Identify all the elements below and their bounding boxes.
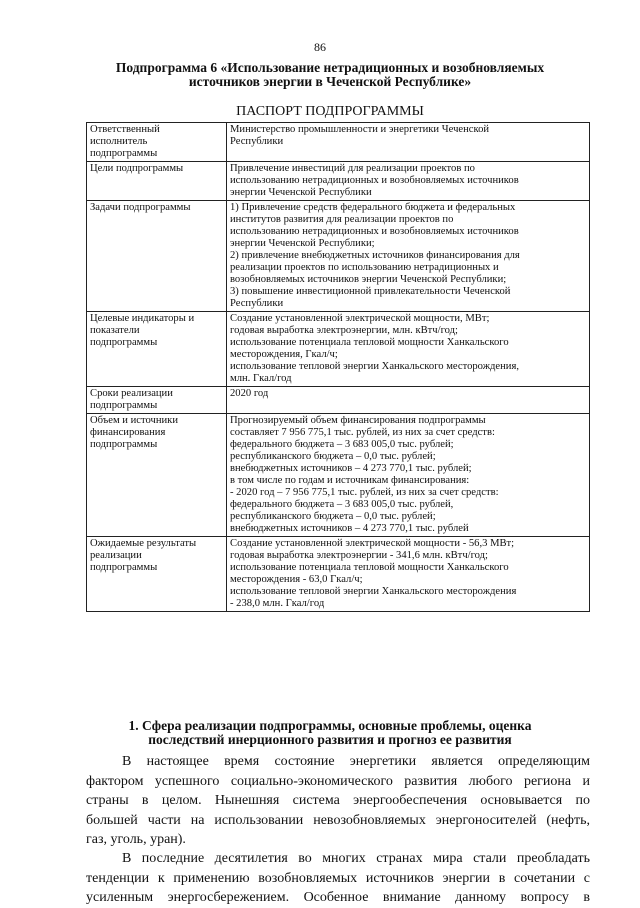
passport-row <box>87 414 590 537</box>
passport-value-line: 2020 год <box>230 388 269 399</box>
passport-value-line: годовая выработка электроэнергии, млн. кВтч/год; <box>230 325 458 336</box>
passport-value-line: внебюджетных источников – 4 273 770,1 тыс. рублей; <box>230 463 472 474</box>
passport-row-value <box>227 312 590 387</box>
passport-value-line: Республики <box>230 298 284 309</box>
passport-title: ПАСПОРТ ПОДПРОГРАММЫ <box>236 104 424 119</box>
passport-value-line: институтов развития для реализации проектов по <box>230 214 454 225</box>
passport-row-value <box>227 537 590 612</box>
passport-row-label <box>87 537 227 612</box>
passport-label-line: Задачи подпрограммы <box>90 202 191 213</box>
passport-label-line: Ответственный <box>90 124 160 135</box>
paragraph-line: В настоящее время состояние энергетики является определяющим <box>122 754 590 769</box>
passport-value-line: Создание установленной электрической мощности, МВт; <box>230 313 490 324</box>
passport-label-line: показатели <box>90 325 140 336</box>
passport-value-line: - 238,0 млн. Гкал/год <box>230 598 325 609</box>
passport-label-line: Объем и источники <box>90 415 178 426</box>
passport-row <box>87 162 590 201</box>
passport-value-line: Создание установленной электрической мощности - 56,3 МВт; <box>230 538 515 549</box>
passport-value-line: в том числе по годам и источникам финансирования: <box>230 475 470 486</box>
passport-label-line: Целевые индикаторы и <box>90 313 195 324</box>
passport-value-line: возобновляемых источников энергии Чеченской Республики; <box>230 274 507 285</box>
passport-row-label <box>87 201 227 312</box>
subprogram-title-line: источников энергии в Чеченской Республике» <box>188 74 472 89</box>
passport-row-label <box>87 414 227 537</box>
paragraph-line: большей части на использовании невозобновляемых энергоносителей (нефть, <box>86 812 590 828</box>
passport-value-line: Министерство промышленности и энергетики Чеченской <box>230 124 490 135</box>
paragraph-line: газ, уголь, уран). <box>86 832 186 847</box>
body-paragraph-1 <box>86 752 590 850</box>
paragraph-line: тенденции к применению возобновляемых источников энергии в сочетании с <box>86 870 590 886</box>
passport-label-line: подпрограммы <box>90 337 158 348</box>
passport-value-line: республиканского бюджета – 0,0 тыс. рублей; <box>230 451 436 462</box>
passport-value-line: месторождения - 63,0 Гкал/ч; <box>230 574 363 585</box>
passport-value-line: Республики <box>230 136 284 147</box>
passport-label-line: подпрограммы <box>90 439 158 450</box>
passport-value-line: федерального бюджета – 3 683 005,0 тыс. рублей; <box>230 439 454 450</box>
passport-row-label <box>87 387 227 414</box>
paragraph-line: В последние десятилетия во многих странах мира стали преобладать <box>122 851 590 866</box>
section-heading-line: 1. Сфера реализации подпрограммы, основные проблемы, оценка <box>128 718 532 733</box>
passport-row <box>87 201 590 312</box>
passport-value-line: 3) повышение инвестиционной привлекательности Чеченской <box>230 286 511 297</box>
body-paragraph-2 <box>86 849 590 908</box>
passport-value-line: реализации проектов по использованию нетрадиционных и <box>230 262 499 273</box>
passport-label-line: Цели подпрограммы <box>90 163 184 174</box>
passport-table-body <box>87 123 590 612</box>
passport-value-line: республиканского бюджета – 0,0 тыс. рублей; <box>230 511 436 522</box>
passport-value-line: использование тепловой энергии Ханкальского месторождения <box>230 586 517 597</box>
passport-value-line: годовая выработка электроэнергии - 341,6 млн. кВтч/год; <box>230 550 488 561</box>
passport-row <box>87 123 590 162</box>
passport-row-label <box>87 123 227 162</box>
passport-value-line: 1) Привлечение средств федерального бюджета и федеральных <box>230 202 516 213</box>
passport-row-value <box>227 123 590 162</box>
passport-value-line: внебюджетных источников – 4 273 770,1 тыс. рублей <box>230 523 469 534</box>
passport-row-value <box>227 201 590 312</box>
subprogram-title-line: Подпрограмма 6 «Использование нетрадиционных и возобновляемых <box>115 60 545 75</box>
passport-value-line: использование тепловой энергии Ханкальского месторождения, <box>230 361 519 372</box>
passport-value-line: млн. Гкал/год <box>230 373 292 384</box>
passport-value-line: - 2020 год – 7 956 775,1 тыс. рублей, из них за счет средств: <box>230 487 499 498</box>
passport-label-line: подпрограммы <box>90 562 158 573</box>
passport-label-line: Сроки реализации <box>90 388 173 399</box>
passport-value-line: 2) привлечение внебюджетных источников финансирования для <box>230 250 520 261</box>
passport-row-value <box>227 414 590 537</box>
passport-label-line: исполнитель <box>90 136 148 147</box>
passport-table <box>86 122 590 612</box>
paragraph-line: страны в целом. Нынешняя система энергообеспечения основывается по <box>86 793 590 808</box>
passport-value-line: энергии Чеченской Республики; <box>230 238 375 249</box>
section-heading <box>80 719 580 747</box>
passport-value-line: федерального бюджета – 3 683 005,0 тыс. рублей, <box>230 499 454 510</box>
passport-value-line: составляет 7 956 775,1 тыс. рублей, из них за счет средств: <box>230 427 495 438</box>
passport-row-label <box>87 312 227 387</box>
passport-value-line: месторождения, Гкал/ч; <box>230 349 338 360</box>
passport-value-line: использование потенциала тепловой мощности Ханкальского <box>230 562 509 573</box>
passport-label-line: подпрограммы <box>90 400 158 411</box>
passport-label-line: Ожидаемые результаты <box>90 538 197 549</box>
passport-value-line: Прогнозируемый объем финансирования подпрограммы <box>230 415 486 426</box>
passport-label-line: подпрограммы <box>90 148 158 159</box>
passport-value-line: энергии Чеченской Республики <box>230 187 372 198</box>
passport-row <box>87 312 590 387</box>
passport-row-value <box>227 387 590 414</box>
passport-label-line: финансирования <box>90 427 166 438</box>
passport-value-line: Привлечение инвестиций для реализации проектов по <box>230 163 475 174</box>
passport-row-value <box>227 162 590 201</box>
subprogram-title <box>90 61 570 89</box>
page-number: 86 <box>314 40 326 54</box>
paragraph-line: фактором успешного социально-экономического развития любого региона и <box>86 773 590 789</box>
passport-row-label <box>87 162 227 201</box>
section-heading-line: последствий инерционного развития и прогноз ее развития <box>148 732 512 747</box>
passport-label-line: реализации <box>90 550 142 561</box>
passport-value-line: использованию нетрадиционных и возобновляемых источников <box>230 226 519 237</box>
paragraph-line: усиленным энергосбережением. Особенное внимание данному вопросу в <box>86 890 590 905</box>
passport-row <box>87 537 590 612</box>
passport-value-line: использование потенциала тепловой мощности Ханкальского <box>230 337 509 348</box>
passport-row <box>87 387 590 414</box>
passport-value-line: использованию нетрадиционных и возобновляемых источников <box>230 175 519 186</box>
